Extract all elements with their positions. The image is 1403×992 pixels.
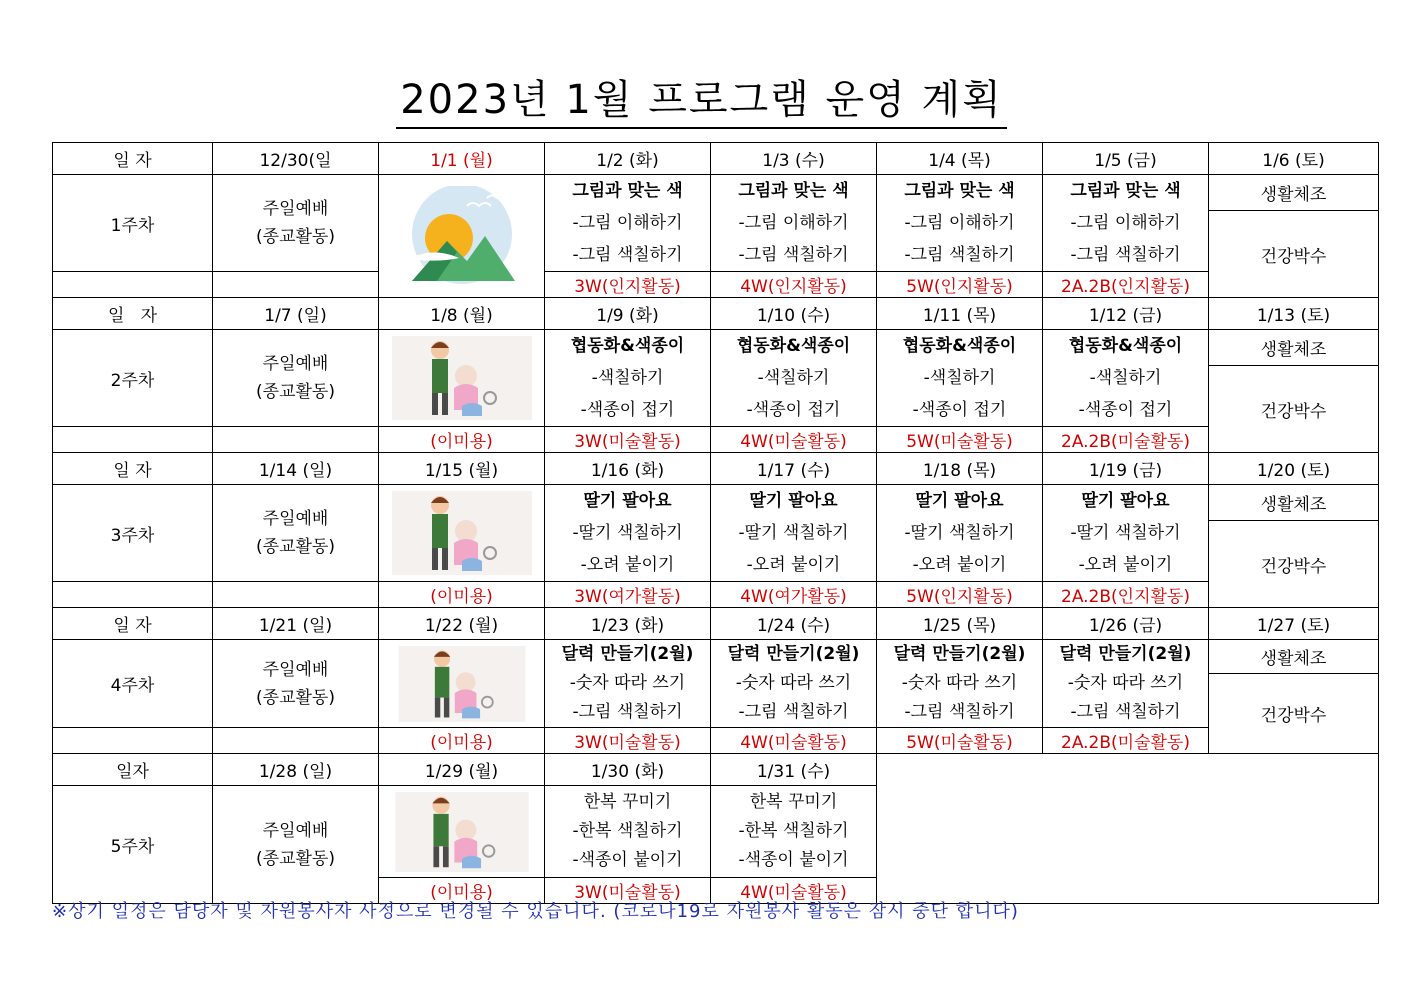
date-row-week2 — [53, 298, 1379, 330]
date-cell: 1/9 (화) — [545, 298, 711, 330]
date-cell: 1/15 (월) — [379, 453, 545, 485]
date-cell: 1/16 (화) — [545, 453, 711, 485]
activity-cell: 그림과 맞는 색 -그림 이해하기 -그림 색칠하기 — [545, 175, 711, 272]
activity-note: 4W(미술활동) — [711, 878, 877, 904]
image-note: (이미용) — [379, 878, 545, 904]
date-cell: 1/22 (월) — [379, 608, 545, 640]
date-label: 일 자 — [53, 298, 213, 330]
date-row-week1 — [53, 143, 1379, 175]
week-label: 1주차 — [53, 175, 213, 272]
saturday-exercise: 생활체조 — [1209, 330, 1379, 366]
activity-cell: 한복 꾸미기 -한복 색칠하기 -색종이 붙이기 — [711, 786, 877, 878]
date-cell: 1/12 (금) — [1043, 298, 1209, 330]
sunday-service: 주일예배 (종교활동) — [213, 175, 379, 272]
activity-note: 5W(인지활동) — [877, 272, 1043, 298]
date-cell: 1/17 (수) — [711, 453, 877, 485]
activity-cell: 달력 만들기(2월) -숫자 따라 쓰기 -그림 색칠하기 — [877, 640, 1043, 728]
caregiver-illustration — [379, 485, 545, 582]
date-label: 일 자 — [53, 453, 213, 485]
date-label: 일자 — [53, 754, 213, 786]
date-cell: 1/11 (목) — [877, 298, 1043, 330]
sun-mountain-image — [407, 186, 517, 286]
activity-note: 2A.2B(미술활동) — [1043, 728, 1209, 754]
date-cell: 1/13 (토) — [1209, 298, 1379, 330]
activity-note: 5W(인지활동) — [877, 582, 1043, 608]
date-cell: 1/24 (수) — [711, 608, 877, 640]
date-cell: 1/6 (토) — [1209, 143, 1379, 175]
date-label: 일 자 — [53, 608, 213, 640]
activity-cell: 딸기 팔아요 -딸기 색칠하기 -오려 붙이기 — [545, 485, 711, 582]
date-cell: 1/27 (토) — [1209, 608, 1379, 640]
sunday-cont — [213, 728, 379, 754]
page-title: 2023년 1월 프로그램 운영 계획 — [0, 68, 1403, 125]
date-cell: 1/29 (월) — [379, 754, 545, 786]
activity-note: 3W(여가활동) — [545, 582, 711, 608]
date-cell: 1/20 (토) — [1209, 453, 1379, 485]
date-label: 일 자 — [53, 143, 213, 175]
caregiver-illustration — [379, 786, 545, 878]
activity-cell: 협동화&색종이 -색칠하기 -색종이 접기 — [1043, 330, 1209, 427]
sunday-service: 주일예배 (종교활동) — [213, 640, 379, 728]
caregiver-image — [392, 491, 532, 575]
activity-note: 3W(미술활동) — [545, 427, 711, 453]
sunday-service: 주일예배 (종교활동) — [213, 786, 379, 904]
week-label: 2주차 — [53, 330, 213, 427]
activity-cell: 딸기 팔아요 -딸기 색칠하기 -오려 붙이기 — [877, 485, 1043, 582]
date-cell: 1/28 (일) — [213, 754, 379, 786]
activity-cell: 협동화&색종이 -색칠하기 -색종이 접기 — [711, 330, 877, 427]
saturday-clap: 건강박수 — [1209, 674, 1379, 754]
week-label: 5주차 — [53, 786, 213, 904]
image-note: (이미용) — [379, 427, 545, 453]
sun-mountain-illustration — [379, 175, 545, 298]
date-cell: 12/30(일 — [213, 143, 379, 175]
activity-note: 2A.2B(인지활동) — [1043, 272, 1209, 298]
date-cell: 1/31 (수) — [711, 754, 877, 786]
activity-note: 4W(여가활동) — [711, 582, 877, 608]
date-cell: 1/21 (일) — [213, 608, 379, 640]
activity-note: 4W(미술활동) — [711, 728, 877, 754]
caregiver-illustration — [379, 330, 545, 427]
saturday-exercise: 생활체조 — [1209, 175, 1379, 211]
saturday-clap: 건강박수 — [1209, 366, 1379, 453]
activity-cell: 딸기 팔아요 -딸기 색칠하기 -오려 붙이기 — [1043, 485, 1209, 582]
saturday-exercise: 생활체조 — [1209, 485, 1379, 521]
week-label-cont — [53, 728, 213, 754]
activity-cell: 딸기 팔아요 -딸기 색칠하기 -오려 붙이기 — [711, 485, 877, 582]
week-label-cont — [53, 272, 213, 298]
sunday-cont — [213, 427, 379, 453]
date-cell: 1/19 (금) — [1043, 453, 1209, 485]
activity-note: 3W(인지활동) — [545, 272, 711, 298]
activity-cell: 한복 꾸미기 -한복 색칠하기 -색종이 붙이기 — [545, 786, 711, 878]
date-cell: 1/8 (월) — [379, 298, 545, 330]
activity-note: 3W(미술활동) — [545, 728, 711, 754]
date-cell: 1/2 (화) — [545, 143, 711, 175]
sunday-service: 주일예배 (종교활동) — [213, 330, 379, 427]
image-note: (이미용) — [379, 582, 545, 608]
caregiver-image — [392, 336, 532, 420]
saturday-exercise: 생활체조 — [1209, 640, 1379, 674]
activity-cell: 협동화&색종이 -색칠하기 -색종이 접기 — [545, 330, 711, 427]
activity-cell: 달력 만들기(2월) -숫자 따라 쓰기 -그림 색칠하기 — [1043, 640, 1209, 728]
activity-note: 4W(미술활동) — [711, 427, 877, 453]
date-cell: 1/30 (화) — [545, 754, 711, 786]
activity-note: 5W(미술활동) — [877, 728, 1043, 754]
date-row-week4 — [53, 608, 1379, 640]
date-cell-holiday: 1/1 (월) — [379, 143, 545, 175]
activity-cell: 그림과 맞는 색 -그림 이해하기 -그림 색칠하기 — [1043, 175, 1209, 272]
date-cell: 1/4 (목) — [877, 143, 1043, 175]
date-cell: 1/7 (일) — [213, 298, 379, 330]
week-label-cont — [53, 427, 213, 453]
date-cell: 1/26 (금) — [1043, 608, 1209, 640]
image-note: (이미용) — [379, 728, 545, 754]
activity-note: 2A.2B(인지활동) — [1043, 582, 1209, 608]
activity-cell: 협동화&색종이 -색칠하기 -색종이 접기 — [877, 330, 1043, 427]
activity-cell: 달력 만들기(2월) -숫자 따라 쓰기 -그림 색칠하기 — [545, 640, 711, 728]
activity-note: 5W(미술활동) — [877, 427, 1043, 453]
date-row-week5 — [53, 754, 1379, 786]
activity-note: 3W(미술활동) — [545, 878, 711, 904]
activity-note: 2A.2B(미술활동) — [1043, 427, 1209, 453]
date-cell: 1/14 (일) — [213, 453, 379, 485]
schedule-table — [52, 142, 1379, 904]
date-cell: 1/5 (금) — [1043, 143, 1209, 175]
caregiver-image — [392, 792, 532, 872]
saturday-clap: 건강박수 — [1209, 521, 1379, 608]
sunday-service: 주일예배 (종교활동) — [213, 485, 379, 582]
activity-cell: 그림과 맞는 색 -그림 이해하기 -그림 색칠하기 — [711, 175, 877, 272]
activity-cell: 그림과 맞는 색 -그림 이해하기 -그림 색칠하기 — [877, 175, 1043, 272]
date-cell: 1/10 (수) — [711, 298, 877, 330]
week-label: 4주차 — [53, 640, 213, 728]
caregiver-illustration — [379, 640, 545, 728]
activity-note: 4W(인지활동) — [711, 272, 877, 298]
date-cell: 1/3 (수) — [711, 143, 877, 175]
empty-area — [877, 754, 1379, 904]
caregiver-image — [392, 646, 532, 722]
saturday-clap: 건강박수 — [1209, 211, 1379, 298]
sunday-cont — [213, 582, 379, 608]
week-label: 3주차 — [53, 485, 213, 582]
date-cell: 1/18 (목) — [877, 453, 1043, 485]
date-cell: 1/25 (목) — [877, 608, 1043, 640]
date-row-week3 — [53, 453, 1379, 485]
date-cell: 1/23 (화) — [545, 608, 711, 640]
sunday-cont — [213, 272, 379, 298]
activity-cell: 달력 만들기(2월) -숫자 따라 쓰기 -그림 색칠하기 — [711, 640, 877, 728]
footnote: ※상기 일정은 담당자 및 자원봉사자 사정으로 변경될 수 있습니다. (코로나19로 자원봉사 활동은 잠시 중단 합니다) — [52, 901, 1019, 922]
week-label-cont — [53, 582, 213, 608]
